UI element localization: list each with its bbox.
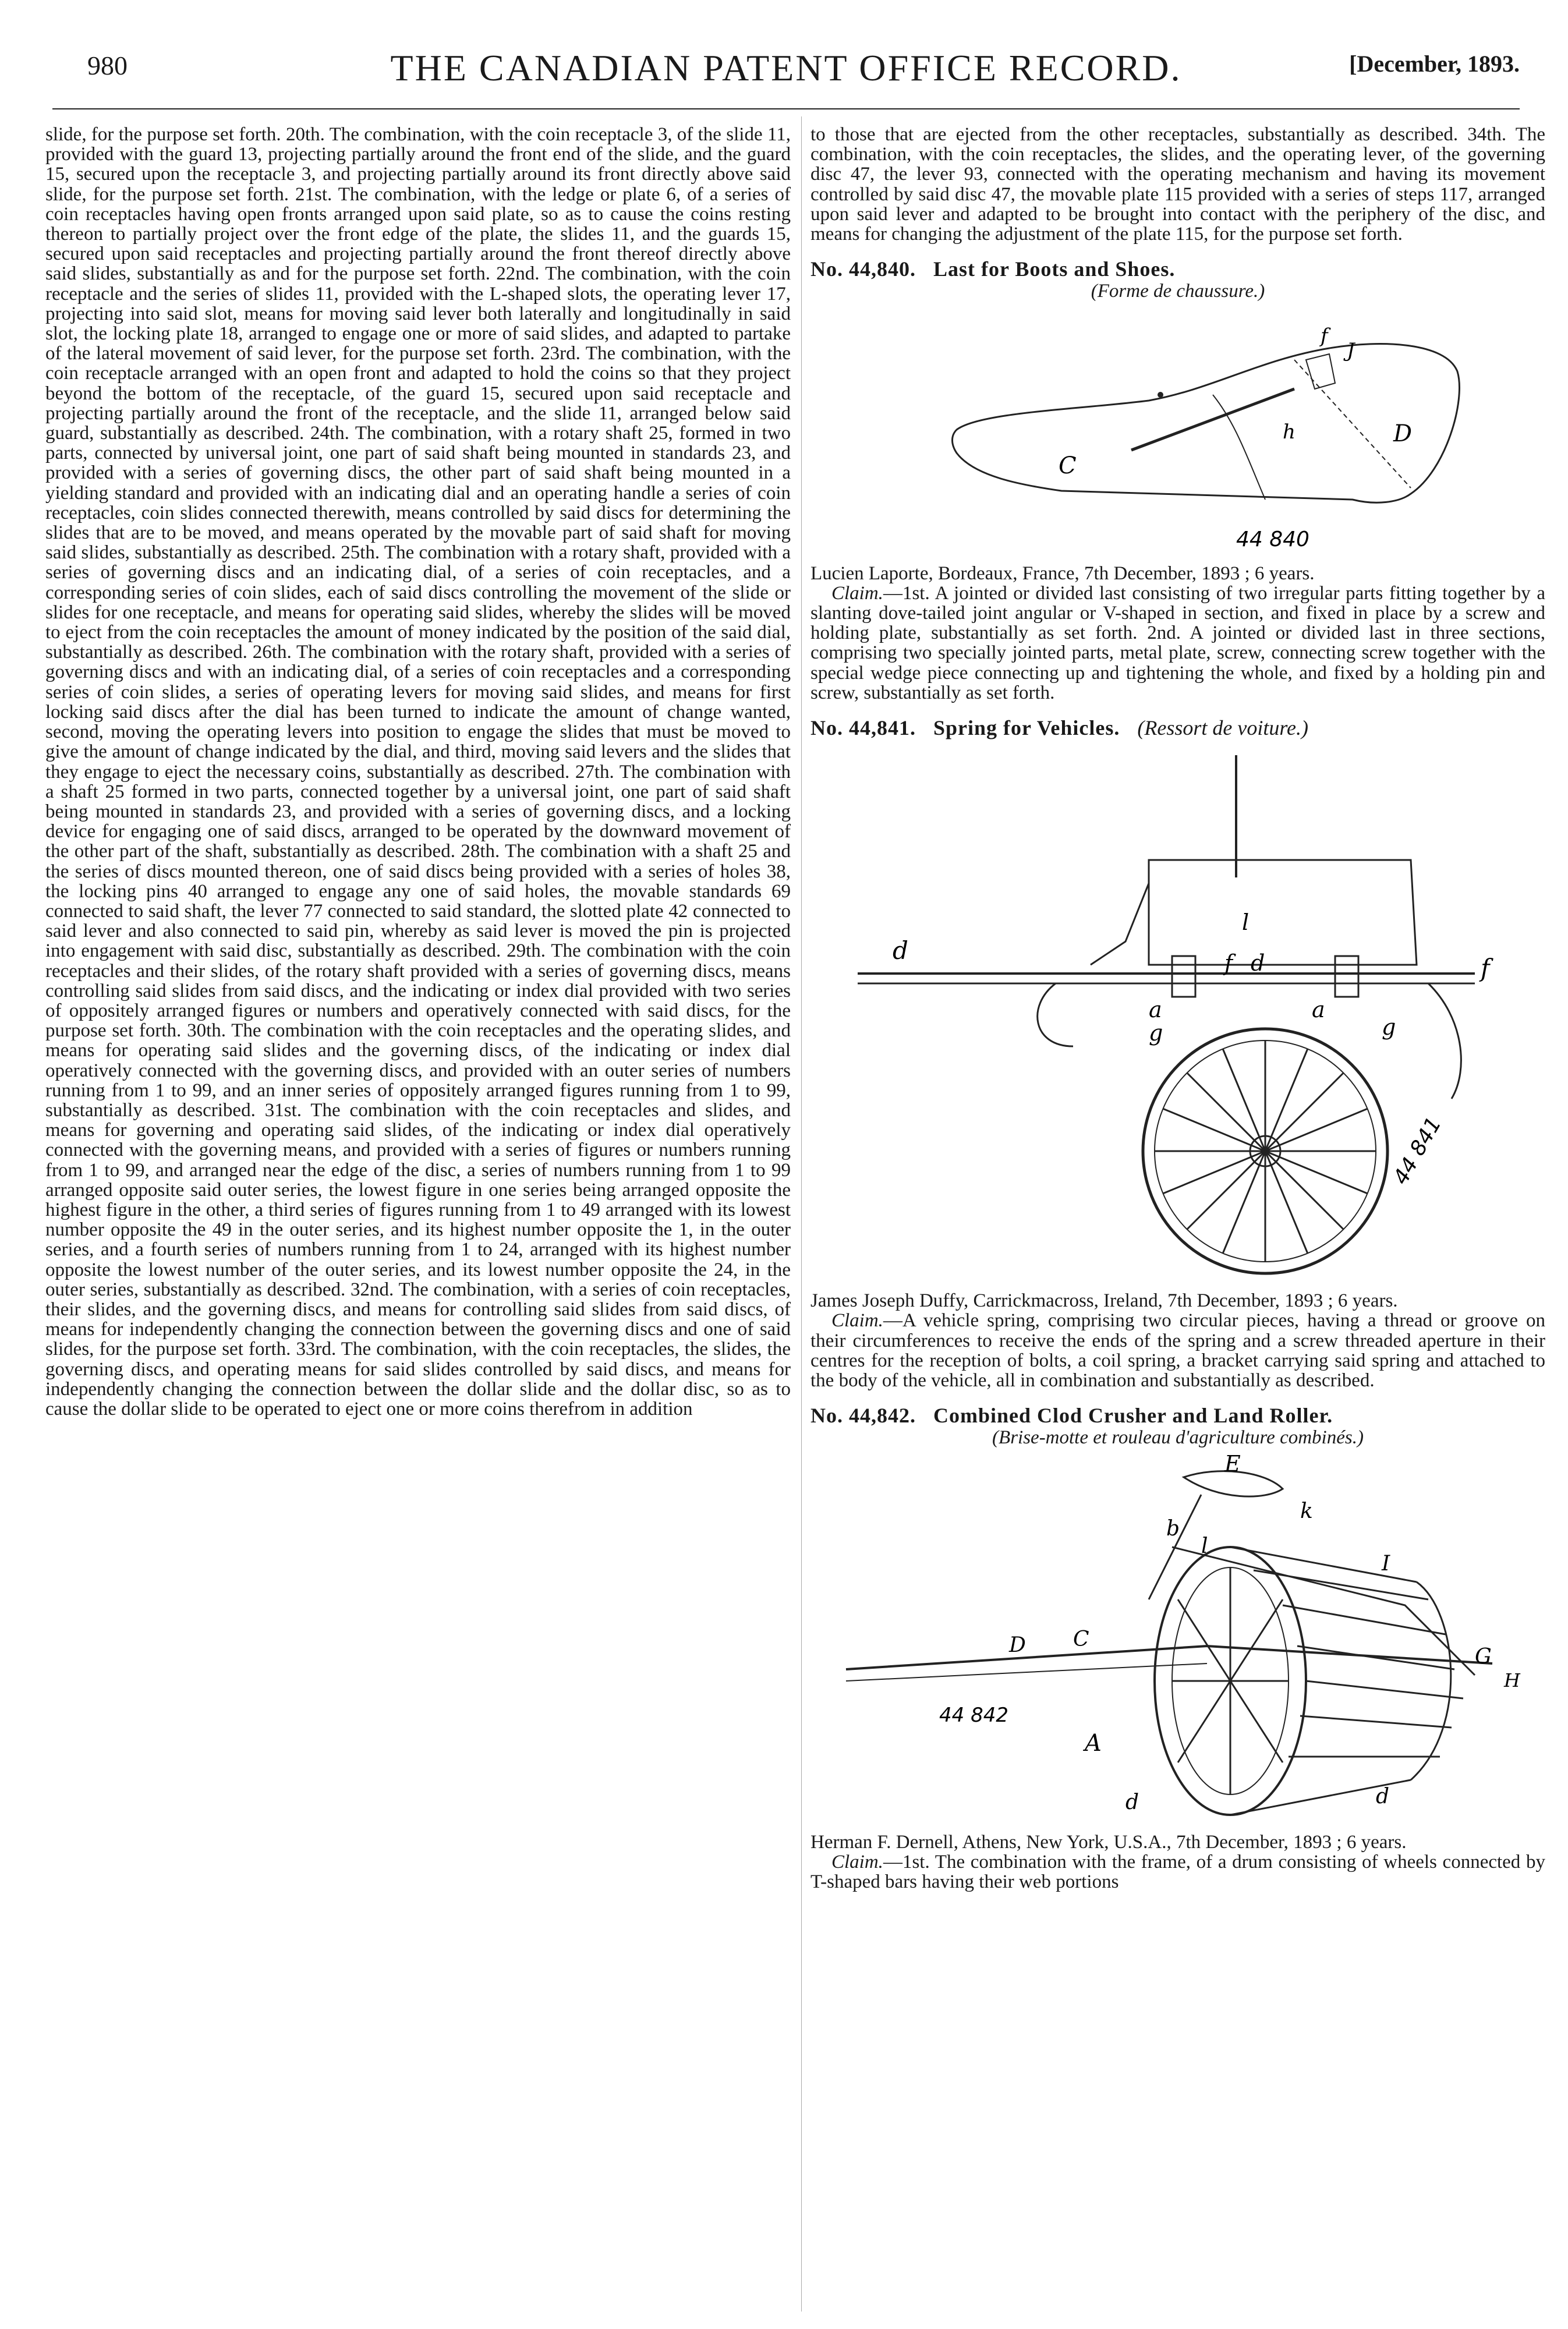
figure-letter-g: G [1475, 1644, 1492, 1669]
figure-letter-j: J [1347, 338, 1355, 362]
figure-letter-e: E [1224, 1453, 1241, 1477]
patent-claim [810, 1311, 1545, 1390]
figure-letter-d: D [1009, 1633, 1026, 1657]
figure-letter-a: a [1312, 997, 1325, 1023]
claim-text: —A vehicle spring, comprising two circular pieces, having a thread or groove on their circumferences to receive the ends of the spring and a screw threaded aperture in their centres for the reception of bolts, a coil spring, a bracket carrying said spring and attached to the body of the vehicle, all in combination and substantially as described. [810, 1310, 1545, 1392]
patent-inventor: James Joseph Duffy, Carrickmacross, Ireland, 7th December, 1893 ; 6 years. [810, 1290, 1398, 1312]
patent-heading-44841 [810, 718, 1545, 738]
claim-text: —1st. The combination with the frame, of a drum consisting of wheels connected by T-shaped bars having their web portions [810, 1851, 1545, 1893]
figure-label: 44 842 [939, 1703, 1008, 1727]
patent-inventor: Lucien Laporte, Bordeaux, France, 7th December, 1893 ; 6 years. [810, 562, 1315, 584]
claim-label: Claim. [831, 1310, 883, 1332]
figure-letter-d: d [1125, 1790, 1139, 1814]
figure-letter-h: h [1283, 420, 1296, 444]
figure-label: 44 840 [1236, 527, 1309, 551]
patent-heading-44840 [810, 259, 1545, 279]
patent-claim [810, 1852, 1545, 1892]
figure-letter-b: b [1166, 1516, 1180, 1541]
claim-label: Claim. [831, 1851, 883, 1873]
figure-letter-k: k [1300, 1499, 1313, 1523]
figure-letter-g: g [1149, 1020, 1163, 1046]
figure-letter-f: f [1481, 954, 1490, 983]
page-header [52, 47, 1520, 111]
figure-letter-f: f [1321, 324, 1328, 348]
shoe-last-figure [887, 307, 1469, 558]
figure-letter-h: H [1504, 1669, 1520, 1691]
publication-title: THE CANADIAN PATENT OFFICE RECORD. [390, 47, 1182, 89]
patent-number: No. 44,841. [810, 716, 916, 740]
figure-letter-a: A [1085, 1729, 1102, 1757]
right-column [810, 125, 1545, 1892]
figure-letter-c: C [1059, 452, 1077, 479]
issue-date: [December, 1893. [1349, 51, 1520, 77]
claims-continuation-text: slide, for the purpose set forth. 20th. The combination, with the coin receptacle 3, of the slide 11, provided with the guard 13, projecting partially around the front end of the slide, and the guard 15, secured upon the receptacle 3, and projecting partially around its front directly above said slide, for the purpose set forth. 21st. The combination, with the ledge or plate 6, of a series of coin receptacles having open fronts arranged upon said plate, so as to cause the coins resting thereon to partially project over the front edge of the plate, the slides 11, and the guards 15, secured upon said receptacles and projecting partially around the front thereof directly above said slides, substantially as and for the purpose set forth. 22nd. The combination, with the coin receptacle and the series of slides 11, provided with the L-shaped slots, the operating lever 17, projecting into said slot, means for moving said lever both laterally and longitudinally in said slot, the locking plate 18, arranged to engage one or more of said slides, and adapted to partake of the lateral movement of said lever, for the purpose set forth. 23rd. The combination, with the coin receptacle arranged with an open front and adapted to hold the coins so that they project beyond the bottom of the receptacle, of the guard 15, secured upon said receptacle and projecting partially around the front of the receptacle, and the slide 11, arranged below said guard, substantially as described. 24th. The combination, with a rotary shaft 25, formed in two parts, connected by universal joint, one part of said shaft being mounted in standards 23, and provided with a series of governing discs, the other part of said shaft being mounted in a yielding standard and provided with an indicating dial and an operating handle a series of coin receptacles, coin slides connected therewith, means controlled by said discs for determining the slides that are to be moved, and means operated by the movable part of said shaft for moving said slides, substantially as described. 25th. The combination with a rotary shaft, provided with a series of governing discs and an indicating dial, of a series of coin receptacles, and a corresponding series of coin slides, each of said discs controlling the movement of the slide or slides for one receptacle, and means for operating said slides, whereby the slides will be moved to eject from the coin receptacles the amount of money indicated by the position of the said dial, substantially as described. 26th. The combination with the rotary shaft, provided with a series of governing discs and with an indicating dial, of a series of coin receptacles and a corresponding series of coin slides, a series of operating levers for moving said slides, and means for first locking said discs after the dial has been turned to indicate the amount of change wanted, second, moving the operating levers into position to engage the slides that must be moved to give the amount of change indicated by the dial, and third, moving said levers and the slides that they engage to eject the necessary coins, substantially as described. 27th. The combination with a shaft 25 formed in two parts, connected together by a universal joint, one part of said shaft being mounted in standards 23, and provided with a series of governing discs, and a locking device for engaging one of said discs, arranged to be operated by the downward movement of the other part of the shaft, substantially as described. 28th. The combination with a shaft 25 and the series of discs mounted thereon, one of said discs being provided with a series of holes 38, the locking pins 40 arranged to engage any one of said holes, the movable standards 69 connected to said shaft, the lever 77 connected to said standard, the slotted plate 42 connected to said lever and also connected to said pin, whereby as said lever is moved the pin is projected into engagement with said disc, substantially as described. 29th. The combination with the coin receptacles and their slides, of the rotary shaft provided with a series of governing discs, means controlling said slides from said discs, and the indicating or index dial provided with two series of oppositely arranged figures or numbers and operatively connected with said discs, for the purpose set forth. 30th. The combination with the coin receptacles and the operating slides, and means for operating said slides and the governing discs, of the indicating or index dial operatively connected with the governing discs, and provided with an outer series of numbers running from 1 to 99, and an inner series of oppositely arranged figures running from 1 to 99, substantially as described. 31st. The combination with the coin receptacles and slides, and means for governing and operating said slides, of the indicating or index dial operatively connected with the governing means, and provided with a series of figures or numbers running from 1 to 99, and arranged near the edge of the disc, a series of numbers running from 1 to 99 arranged opposite said outer series, the lowest figure in one series being arranged opposite the highest figure in the other, a third series of figures running from 1 to 49 arranged with its lowest number opposite the 49 in the outer series, and its highest number opposite the 1, in the outer series, and a fourth series of numbers running from 1 to 24, arranged with its highest number opposite the lowest number of the outer series, and its lowest number opposite the 24, in the outer series, substantially as described. 32nd. The combination, with a series of coin receptacles, their slides, and the governing discs, and means for controlling said slides from said discs, of means for independently changing the connection between the governing discs and one of said slides, for the purpose set forth. 33rd. The combination, with the coin receptacles, the slides, the governing discs, and operating means for said slides controlled by said discs, and means for independently changing the connection between the dollar slide and the dollar disc, so as to cause the dollar slide to be operated to eject one or more coins therefrom in addition [45, 124, 791, 1420]
figure-letter-i: I [1382, 1551, 1390, 1576]
vehicle-spring-figure [823, 744, 1533, 1285]
header-rule [52, 108, 1520, 109]
figure-letter-a: a [1149, 997, 1162, 1023]
claim-text: —1st. A jointed or divided last consisting of two irregular parts fitting together by a slanting dove-tailed joint angular or V-shaped in section, and fixed in place by a screw and holding plate, substantially as set forth. 2nd. A jointed or divided last in three sections, comprising two specially jointed parts, metal plate, screw, connecting screw together with the special wedge piece connecting up and tightening the whole, and fixed by a holding pin and screw, substantially as set forth. [810, 582, 1545, 703]
figure-label: 44 841 [1389, 1113, 1446, 1189]
patent-heading-44842 [810, 1404, 1545, 1428]
page-number: 980 [87, 51, 128, 80]
figure-letter-d: d [1376, 1784, 1390, 1808]
patent-french-title: (Forme de chaussure.) [1091, 281, 1265, 302]
figure-letter-l: l [1201, 1534, 1208, 1558]
figure-letter-d: d [1251, 950, 1265, 976]
patent-inventor: Herman F. Dernell, Athens, New York, U.S.A., 7th December, 1893 ; 6 years. [810, 1831, 1407, 1853]
patent-number: No. 44,842. [810, 1404, 916, 1428]
figure-letter-d: D [1393, 420, 1413, 447]
clod-crusher-figure [823, 1454, 1533, 1827]
patent-claim [810, 583, 1545, 703]
claim-label: Claim. [831, 582, 883, 604]
figure-letter-g: g [1382, 1014, 1396, 1040]
figure-letter-c: C [1073, 1627, 1089, 1651]
patent-french-title: (Brise-motte et rouleau d'agriculture combinés.) [992, 1427, 1364, 1449]
patent-number: No. 44,840. [810, 257, 916, 281]
patent-title: Spring for Vehicles. [933, 716, 1120, 740]
figure-letter-l: l [1242, 909, 1250, 936]
patent-french-title: (Ressort de voiture.) [1137, 716, 1308, 740]
figure-letter-f: f [1224, 950, 1233, 976]
patent-title: Last for Boots and Shoes. [933, 257, 1176, 281]
column-divider [801, 116, 802, 2312]
patent-title: Combined Clod Crusher and Land Roller. [933, 1404, 1333, 1428]
claims-continuation-end: to those that are ejected from the other receptacles, substantially as described. 34th. The combination, with the coin receptacles, the slides, and the operating lever, of the governing disc 47, the lever 93, connected with the operating mechanism and having its movement controlled by said disc 47, the movable plate 115 provided with a series of steps 117, arranged upon said lever and adapted to be brought into contact with the periphery of the disc, and means for changing the adjustment of the plate 115, for the purpose set forth. [810, 124, 1545, 245]
left-column [45, 125, 791, 1419]
figure-letter-d: d [893, 936, 908, 965]
